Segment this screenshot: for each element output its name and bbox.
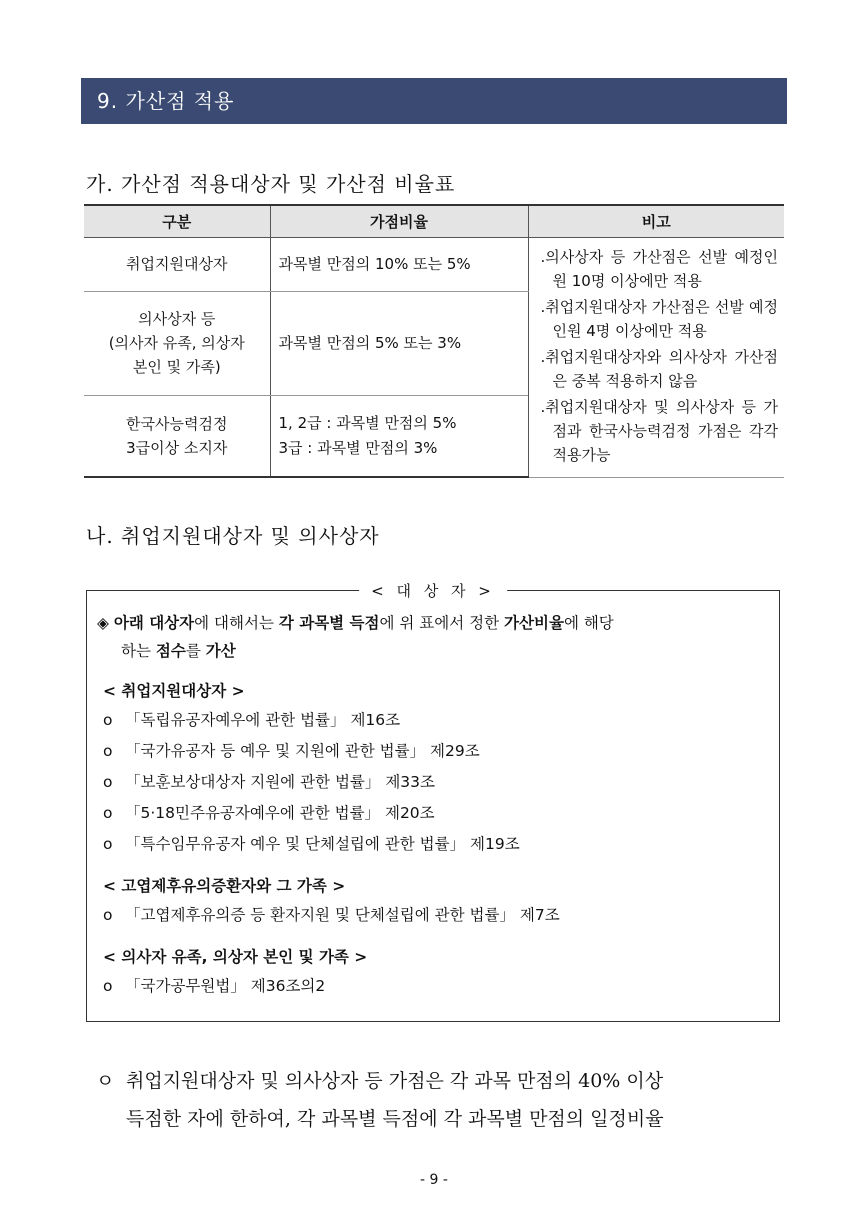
list-item: o 「보훈보상대상자 지원에 관한 법률」 제33조 xyxy=(97,767,767,798)
section-title: 9. 가산점 적용 xyxy=(81,78,787,124)
list-item: o 「고엽제후유의증 등 환자지원 및 단체설립에 관한 법률」 제7조 xyxy=(97,900,767,931)
remark-note: .취업지원대상자 가산점은 선발 예정인원 4명 이상에만 적용 xyxy=(540,298,778,340)
table-row xyxy=(84,237,784,291)
remarks-cell xyxy=(528,237,784,477)
row-rate: 1, 2급 : 과목별 만점의 5% 3급 : 과목별 만점의 3% xyxy=(270,395,528,477)
bottom-paragraph: ㅇ 취업지원대상자 및 의사상자 등 가점은 각 과목 만점의 40% 이상 득점한 자에 한하여, 각 과목별 득점에 각 과목별 만점의 일정비율 xyxy=(96,1062,788,1138)
list-item: o 「국가유공자 등 예우 및 지원에 관한 법률」 제29조 xyxy=(97,736,767,767)
row-rate: 과목별 만점의 10% 또는 5% xyxy=(270,237,528,291)
group-title: < 고엽제후유의증환자와 그 가족 > xyxy=(103,877,346,895)
header-category: 구분 xyxy=(84,205,270,237)
row-category: 의사상자 등 (의사자 유족, 의상자 본인 및 가족) xyxy=(84,291,270,395)
row-category: 한국사능력검정 3급이상 소지자 xyxy=(84,395,270,477)
intro-text: ◈ 아래 대상자에 대해서는 각 과목별 득점에 위 표에서 정한 가산비율에 해당 하는 점수를 가산 xyxy=(97,614,614,660)
bullet-icon: o xyxy=(103,906,113,924)
header-rate: 가점비율 xyxy=(270,205,528,237)
diamond-icon: ◈ xyxy=(97,614,109,632)
target-box xyxy=(86,582,780,1022)
list-item: o 「5·18민주유공자예우에 관한 법률」 제20조 xyxy=(97,798,767,829)
bullet-icon: o xyxy=(103,804,113,822)
sub-title-bonus-table: 가. 가산점 적용대상자 및 가산점 비율표 xyxy=(86,172,456,196)
bullet-icon: o xyxy=(103,977,113,995)
row-rate: 과목별 만점의 5% 또는 3% xyxy=(270,291,528,395)
list-item: o 「국가공무원법」 제36조의2 xyxy=(97,971,767,1002)
remark-note: .취업지원대상자 및 의사상자 등 가점과 한국사능력검정 가점은 각각 적용가능 xyxy=(540,398,778,464)
group-title: < 취업지원대상자 > xyxy=(103,682,245,700)
remark-note: .취업지원대상자와 의사상자 가산점은 중복 적용하지 않음 xyxy=(540,348,778,390)
table-header-row xyxy=(84,205,784,237)
header-remarks: 비고 xyxy=(528,205,784,237)
list-item: o 「특수임무유공자 예우 및 단체설립에 관한 법률」 제19조 xyxy=(97,829,767,860)
list-item: o 「독립유공자예우에 관한 법률」 제16조 xyxy=(97,705,767,736)
bullet-icon: ㅇ xyxy=(96,1070,115,1092)
row-category: 취업지원대상자 xyxy=(84,237,270,291)
bullet-icon: o xyxy=(103,773,113,791)
bullet-icon: o xyxy=(103,711,113,729)
sub-title-targets: 나. 취업지원대상자 및 의사상자 xyxy=(86,524,380,548)
page-number: - 9 - xyxy=(420,1172,448,1188)
group-title: < 의사자 유족, 의상자 본인 및 가족 > xyxy=(103,948,368,966)
bullet-icon: o xyxy=(103,835,113,853)
remark-note: .의사상자 등 가산점은 선발 예정인원 10명 이상에만 적용 xyxy=(540,248,778,290)
box-title: < 대 상 자 > xyxy=(359,580,507,601)
bullet-icon: o xyxy=(103,742,113,760)
bonus-rate-table xyxy=(84,204,784,478)
